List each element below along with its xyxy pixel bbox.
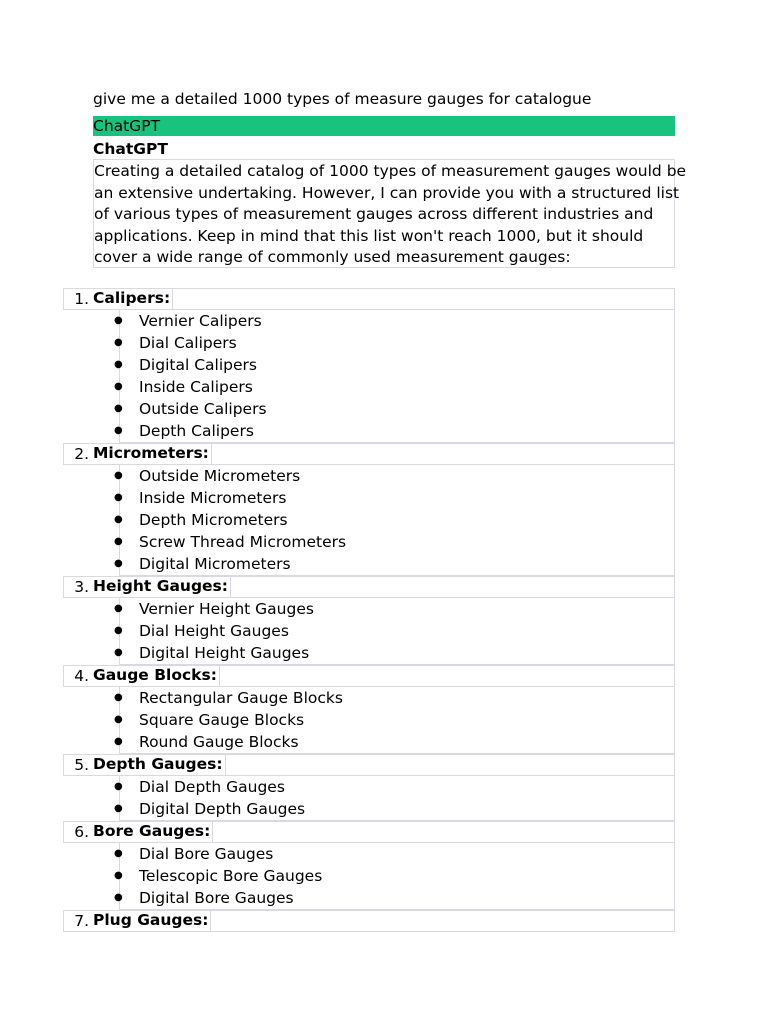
list-item-text: Outside Calipers [139, 400, 267, 418]
section-title: Gauge Blocks: [93, 665, 220, 687]
bullet-icon: ● [114, 470, 123, 481]
bullet-icon: ● [114, 381, 123, 392]
bullet-icon: ● [114, 315, 123, 326]
section-heading [63, 754, 675, 776]
list-item-text: Dial Depth Gauges [139, 778, 285, 796]
list-item [114, 709, 674, 731]
list-item-text: Digital Bore Gauges [139, 889, 294, 907]
list-item-text: Vernier Height Gauges [139, 600, 314, 618]
bullet-icon: ● [114, 514, 123, 525]
list-item-text: Inside Calipers [139, 378, 253, 396]
intro-line: an extensive undertaking. However, I can provide you with a structured list [94, 183, 680, 202]
section-title: Height Gauges: [93, 576, 231, 598]
intro-line: Creating a detailed catalog of 1000 types of measurement gauges would be [94, 162, 687, 180]
list-item-text: Dial Height Gauges [139, 622, 289, 640]
list-item [114, 332, 674, 354]
list-item [114, 398, 674, 420]
bullet-icon: ● [114, 403, 123, 414]
list-item [114, 354, 674, 376]
bullet-icon: ● [114, 337, 123, 348]
list-item [114, 687, 674, 709]
list-item-text: Depth Micrometers [139, 511, 288, 529]
bullet-icon: ● [114, 781, 123, 792]
list-item [114, 731, 674, 753]
section-heading [63, 288, 675, 310]
list-item [114, 843, 674, 865]
list-item [114, 465, 674, 487]
section-heading [63, 665, 675, 687]
intro-line: applications. Keep in mind that this list won't reach 1000, but it should [94, 226, 644, 245]
list-item [114, 598, 674, 620]
list-item-text: Round Gauge Blocks [139, 733, 299, 751]
section-heading [63, 821, 675, 843]
intro-line: of various types of measurement gauges across different industries and [94, 205, 654, 223]
list-item [114, 776, 674, 798]
list-item [114, 887, 674, 909]
list-item [114, 620, 674, 642]
section-number: 3. [74, 578, 89, 596]
bullet-icon: ● [114, 803, 123, 814]
section-number: 1. [74, 290, 89, 308]
list-item [114, 553, 674, 575]
bullet-icon: ● [114, 359, 123, 370]
list-item [114, 798, 674, 820]
section-items [114, 687, 675, 754]
section-items [114, 776, 675, 821]
bullet-icon: ● [114, 692, 123, 703]
list-item [114, 509, 674, 531]
list-item [114, 420, 674, 442]
bullet-icon: ● [114, 647, 123, 658]
list-item-text: Dial Bore Gauges [139, 845, 274, 863]
section-title: Micrometers: [93, 443, 212, 465]
list-item-text: Rectangular Gauge Blocks [139, 689, 343, 707]
list-item-text: Digital Micrometers [139, 555, 291, 573]
list-item-text: Screw Thread Micrometers [139, 533, 347, 551]
list-item-text: Digital Depth Gauges [139, 800, 306, 818]
bullet-icon: ● [114, 492, 123, 503]
section-number: 7. [74, 912, 89, 930]
bullet-icon: ● [114, 603, 123, 614]
bullet-icon: ● [114, 536, 123, 547]
section-title: Calipers: [93, 288, 173, 310]
list-item-text: Digital Calipers [139, 356, 257, 374]
list-item [114, 865, 674, 887]
section-heading [63, 910, 675, 932]
intro-line: cover a wide range of commonly used measurement gauges: [94, 248, 571, 266]
chatgpt-header-bar: ChatGPT [93, 116, 675, 136]
bullet-icon: ● [114, 425, 123, 436]
list-item-text: Depth Calipers [139, 422, 254, 440]
list-item [114, 310, 674, 332]
section-number: 5. [74, 756, 89, 774]
section-title: Bore Gauges: [93, 821, 213, 843]
list-item-text: Outside Micrometers [139, 467, 301, 485]
bullet-icon: ● [114, 848, 123, 859]
section-heading [63, 576, 675, 598]
bullet-icon: ● [114, 892, 123, 903]
user-prompt: give me a detailed 1000 types of measure gauges for catalogue [93, 90, 592, 108]
list-item [114, 642, 674, 664]
section-title: Depth Gauges: [93, 754, 226, 776]
list-item-text: Inside Micrometers [139, 489, 287, 507]
section-items [114, 598, 675, 665]
section-number: 2. [74, 445, 89, 463]
list-item [114, 376, 674, 398]
section-heading [63, 443, 675, 465]
list-item-text: Vernier Calipers [139, 312, 262, 330]
list-item-text: Square Gauge Blocks [139, 711, 305, 729]
speaker-label: ChatGPT [93, 140, 168, 158]
list-item-text: Dial Calipers [139, 334, 237, 352]
section-items [114, 465, 675, 576]
bullet-icon: ● [114, 558, 123, 569]
bullet-icon: ● [114, 870, 123, 881]
section-number: 6. [74, 823, 89, 841]
intro-paragraph [93, 159, 687, 268]
list-item [114, 531, 674, 553]
list-item-text: Digital Height Gauges [139, 644, 310, 662]
bullet-icon: ● [114, 736, 123, 747]
list-item [114, 487, 674, 509]
bullet-icon: ● [114, 625, 123, 636]
section-items [114, 310, 675, 443]
list-item-text: Telescopic Bore Gauges [139, 867, 323, 885]
bullet-icon: ● [114, 714, 123, 725]
section-number: 4. [74, 667, 89, 685]
section-title: Plug Gauges: [93, 910, 211, 932]
section-items [114, 843, 675, 910]
